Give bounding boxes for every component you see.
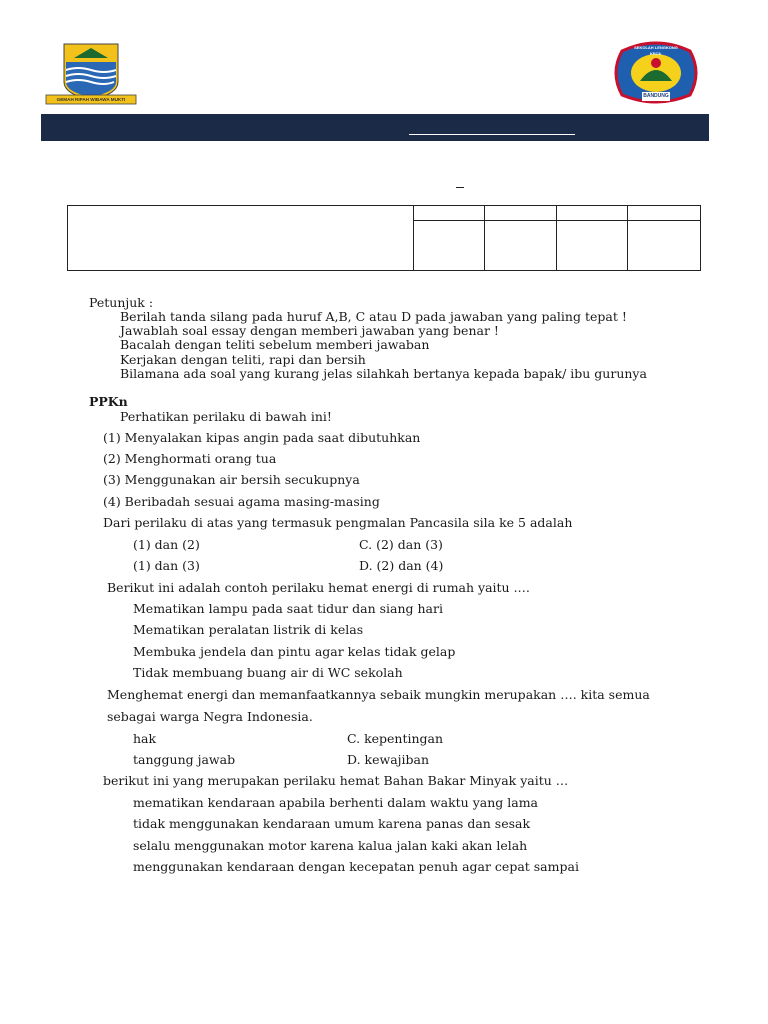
- seal-text-bottom: BANDUNG: [643, 93, 669, 99]
- q4-option: mematikan kendaraan apabila berhenti dalam waktu yang lama: [133, 795, 539, 810]
- info-cell-main: [68, 206, 414, 271]
- q4-option: menggunakan kendaraan dengan kecepatan penuh agar cepat sampai: [133, 859, 579, 874]
- score-cell-header-4: [628, 206, 701, 221]
- dash-mark: [456, 187, 464, 188]
- q3-option-b: tanggung jawab: [133, 752, 236, 767]
- student-info-table: [67, 205, 701, 271]
- instruction-item: Bacalah dengan teliti sebelum memberi jawaban: [120, 337, 430, 352]
- q3-question-line1: Menghemat energi dan memanfaatkannya sebaik mungkin merupakan …. kita semua: [107, 687, 650, 702]
- instruction-item: Kerjakan dengan teliti, rapi dan bersih: [120, 352, 366, 367]
- q1-question: Dari perilaku di atas yang termasuk pengmalan Pancasila sila ke 5 adalah: [103, 515, 573, 530]
- instruction-item: Bilamana ada soal yang kurang jelas silahkah bertanya kepada bapak/ ibu gurunya: [120, 366, 647, 381]
- q2-option: Mematikan lampu pada saat tidur dan siang hari: [133, 601, 443, 616]
- instruction-item: Berilah tanda silang pada huruf A,B, C atau D pada jawaban yang paling tepat !: [120, 309, 627, 324]
- seal-text-top: SEKOLAH LENGKONG KECIL: [634, 45, 678, 56]
- q1-option-d: D. (2) dan (4): [359, 558, 444, 573]
- q1-list-item: (2) Menghormati orang tua: [103, 451, 277, 466]
- score-cell-2: [485, 221, 557, 271]
- score-cell-header-1: [413, 206, 485, 221]
- q3-option-a: hak: [133, 731, 157, 746]
- crest-motto: GEMAH RIPAH WIBAWA MUKTI: [56, 97, 126, 102]
- q1-option-a: (1) dan (2): [133, 537, 200, 552]
- city-crest-logo: [44, 42, 138, 106]
- score-cell-header-3: [556, 206, 628, 221]
- q4-option: tidak menggunakan kendaraan umum karena panas dan sesak: [133, 816, 531, 831]
- q4-option: selalu menggunakan motor karena kalua jalan kaki akan lelah: [133, 838, 528, 853]
- q3-option-d: D. kewajiban: [347, 752, 430, 767]
- q3-question-line2: sebagai warga Negra Indonesia.: [107, 709, 313, 724]
- q2-option: Mematikan peralatan listrik di kelas: [133, 622, 364, 637]
- q2-question: Berikut ini adalah contoh perilaku hemat energi di rumah yaitu .…: [107, 580, 531, 595]
- instructions-heading: Petunjuk :: [89, 295, 154, 310]
- q1-list-item: (1) Menyalakan kipas angin pada saat dibutuhkan: [103, 430, 421, 445]
- section-title: PPKn: [89, 394, 128, 409]
- header-banner: [41, 114, 709, 141]
- q1-intro: Perhatikan perilaku di bawah ini!: [120, 409, 332, 424]
- score-cell-3: [556, 221, 628, 271]
- q4-question: berikut ini yang merupakan perilaku hemat Bahan Bakar Minyak yaitu …: [103, 773, 569, 788]
- q1-list-item: (4) Beribadah sesuai agama masing-masing: [103, 494, 380, 509]
- score-cell-header-2: [485, 206, 557, 221]
- q2-option: Membuka jendela dan pintu agar kelas tidak gelap: [133, 644, 456, 659]
- banner-underline: [409, 134, 575, 135]
- score-cell-1: [413, 221, 485, 271]
- q2-option: Tidak membuang buang air di WC sekolah: [133, 665, 403, 680]
- q1-list-item: (3) Menggunakan air bersih secukupnya: [103, 472, 360, 487]
- q3-option-c: C. kepentingan: [347, 731, 444, 746]
- score-cell-4: [628, 221, 701, 271]
- instruction-item: Jawablah soal essay dengan memberi jawaban yang benar !: [120, 323, 499, 338]
- q1-option-c: C. (2) dan (3): [359, 537, 443, 552]
- school-seal-logo: [612, 39, 700, 105]
- q1-option-b: (1) dan (3): [133, 558, 200, 573]
